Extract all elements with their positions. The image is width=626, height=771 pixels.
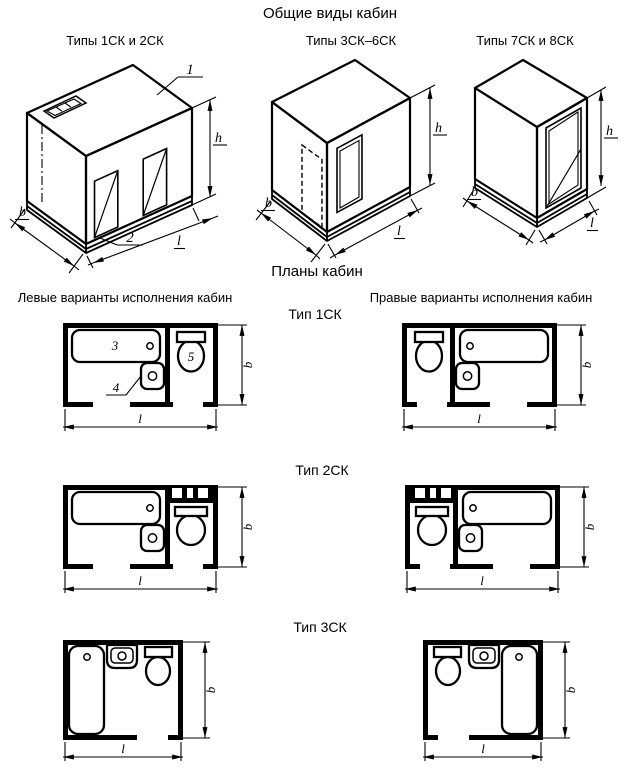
wall-right <box>213 323 218 407</box>
wall-bottom-seg1 <box>63 402 93 407</box>
cabin-box <box>475 60 587 227</box>
svg-text:h: h <box>215 131 222 146</box>
svg-text:b: b <box>265 196 272 211</box>
wall-bottom-seg3 <box>203 402 218 407</box>
svg-text:b: b <box>471 185 478 200</box>
iso-view-label-3: Типы 7СК и 8СК <box>476 33 574 48</box>
wall-bottom-seg1 <box>63 735 137 740</box>
callout-4 <box>106 376 141 395</box>
cabin-plan-contents <box>63 485 218 569</box>
bathtub-shape <box>69 646 104 734</box>
svg-text:3: 3 <box>111 338 119 353</box>
cabin-plan-contents-mirrored <box>405 485 560 569</box>
roof-vent-grille <box>44 96 86 118</box>
left-variants-header: Левые варианты исполнения кабин <box>17 290 233 305</box>
plan-type-label-1sk: Тип 1СК <box>288 306 342 322</box>
iso-view-types-7sk-8sk <box>448 55 626 270</box>
iso-view-types-1sk-2sk <box>0 55 235 270</box>
wall-top <box>63 323 218 328</box>
cabin-plan-contents <box>63 323 218 407</box>
wall-bottom-seg1 <box>63 564 93 569</box>
door-opening-front <box>337 135 362 213</box>
iso-view-types-3sk-6sk <box>245 55 450 270</box>
section-title-plans: Планы кабин <box>271 263 363 280</box>
right-variants-header: Правые варианты исполнения кабин <box>369 290 593 305</box>
iso-view-label-2: Типы 3СК–6СК <box>305 33 397 48</box>
svg-text:b: b <box>203 686 218 694</box>
door-opening-hidden-dashed <box>302 145 322 227</box>
plan-1sk-right <box>394 318 599 443</box>
sink-shape <box>141 525 164 551</box>
wall-bottom-seg2 <box>130 564 173 569</box>
plan-type-label-3sk: Тип 3СК <box>293 619 347 635</box>
wall-internal <box>165 328 170 404</box>
plan-2sk-right <box>397 480 602 605</box>
callout-3 <box>111 338 119 353</box>
plan-3sk-left <box>55 635 225 770</box>
cabin-plan-contents-mirrored <box>402 323 557 407</box>
plan-2sk-left <box>55 480 260 605</box>
dimension-h <box>410 85 447 196</box>
section-title-general-views: Общие виды кабин <box>262 5 398 22</box>
svg-text:h: h <box>435 121 442 136</box>
iso-view-label-1: Типы 1СК и 2СК <box>66 33 164 48</box>
wall-bottom-seg2 <box>168 735 183 740</box>
svg-text:l: l <box>121 741 125 756</box>
svg-text:4: 4 <box>112 380 120 395</box>
svg-text:l: l <box>177 234 181 249</box>
wall-bottom-seg2 <box>130 402 173 407</box>
cabin-box <box>27 65 192 253</box>
plan-type-label-2sk: Тип 2СК <box>295 462 349 478</box>
door-opening-right <box>143 149 166 216</box>
dimension-b <box>256 196 325 262</box>
wall-bottom-seg3 <box>203 564 218 569</box>
plan-1sk-left <box>55 318 260 443</box>
wall-right <box>178 640 183 740</box>
bathtub-shape <box>72 492 160 524</box>
wall-left <box>63 485 68 569</box>
svg-text:l: l <box>590 216 594 231</box>
svg-text:2: 2 <box>126 230 134 246</box>
svg-text:b: b <box>19 205 26 220</box>
wall-left <box>63 323 68 407</box>
svg-text:h: h <box>606 124 613 139</box>
dimension-h <box>587 87 618 198</box>
svg-text:b: b <box>240 361 255 369</box>
svg-text:l: l <box>397 224 401 239</box>
toilet-shape <box>175 507 207 545</box>
cabin-box <box>272 60 410 241</box>
door-opening-side <box>546 108 581 208</box>
wall-left <box>63 640 68 740</box>
cabin-plan-contents <box>63 640 183 740</box>
vent-unit-block <box>165 485 218 503</box>
callout-1 <box>157 62 203 95</box>
svg-text:1: 1 <box>186 62 194 78</box>
sink-shape <box>107 645 137 668</box>
svg-text:l: l <box>138 411 142 426</box>
dimension-h <box>192 97 227 205</box>
toilet-shape <box>145 647 172 685</box>
callout-5 <box>188 349 195 364</box>
svg-text:5: 5 <box>187 349 195 364</box>
sink-shape <box>141 363 164 389</box>
door-opening-left <box>95 171 118 238</box>
cabin-plan-contents-mirrored <box>423 640 543 740</box>
plan-3sk-right <box>415 635 585 770</box>
